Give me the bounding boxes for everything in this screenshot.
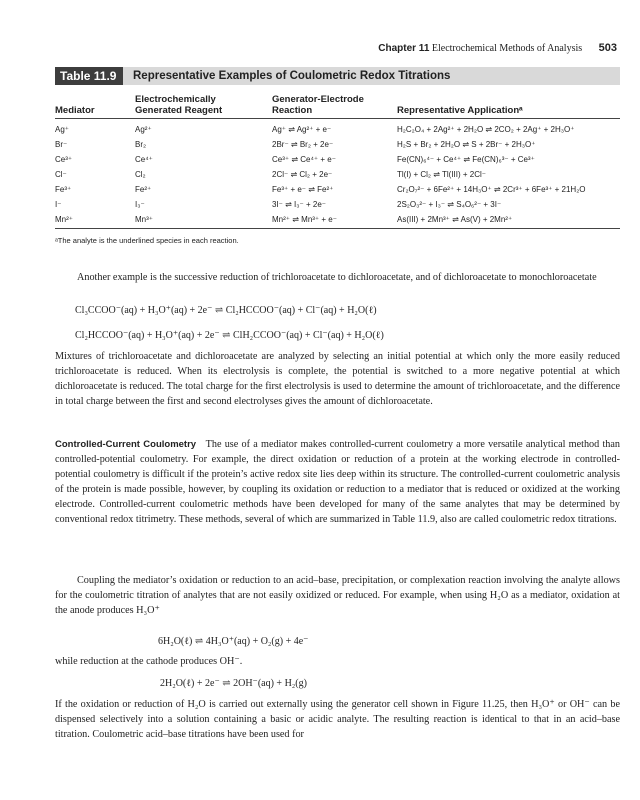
cell-reaction: Ce³⁺ ⇌ Ce⁴⁺ + e⁻ — [272, 155, 336, 164]
table-footnote: ᵃThe analyte is the underlined species in each reaction. — [55, 236, 239, 245]
cell-reaction: Fe³⁺ + e⁻ ⇌ Fe²⁺ — [272, 185, 334, 194]
page-number: 503 — [598, 42, 617, 54]
cell-reagent: Fe²⁺ — [135, 185, 152, 194]
paragraph-cathode: while reduction at the cathode produces OH⁻. — [55, 656, 243, 667]
chapter-title: Electrochemical Methods of Analysis — [431, 43, 583, 54]
table-header-rule — [55, 118, 620, 119]
equation-cathode-water-reduction: 2H₂O(ℓ) + 2e⁻ ⇌ 2OH⁻(aq) + H₂(g) — [160, 678, 307, 689]
cell-mediator: Mn²⁺ — [55, 215, 73, 224]
cell-reagent: Ag²⁺ — [135, 125, 152, 134]
cell-reaction: 2Cl⁻ ⇌ Cl₂ + 2e⁻ — [272, 170, 333, 179]
cell-mediator: Cl⁻ — [55, 170, 67, 179]
cell-reagent: Ce⁴⁺ — [135, 155, 153, 164]
cell-mediator: I⁻ — [55, 200, 62, 209]
paragraph-coupling: Coupling the mediator’s oxidation or reduction to an acid–base, precipitation, or complexation reaction involving the analyte allows for the coulometric titration of analytes that are not easily oxidized or reduced. For example, when using H₂O as a mediator, oxidation at the anode produces H₃O⁺ — [55, 575, 620, 616]
cell-mediator: Br⁻ — [55, 140, 68, 149]
table-title: Representative Examples of Coulometric Redox Titrations — [133, 70, 451, 82]
equation-anode-water-oxidation: 6H₂O(ℓ) ⇌ 4H₃O⁺(aq) + O₂(g) + 4e⁻ — [158, 636, 309, 647]
paragraph-mixtures: Mixtures of trichloroacetate and dichloroacetate are analyzed by selecting an initial potential at which only the more easily reduced trichloroacetate is reduced. When its electrolysis is complete, the potential is switched to a more negative potential at which dichloroacetate is reduced. The total charge for the first electrolysis is used to determine the amount of trichloroacetate, and the difference in total charge between the first and second electrolyses gives the amount of dichloroacetate. — [55, 351, 620, 407]
paragraph-generator-cell: If the oxidation or reduction of H₂O is carried out externally using the generator cell shown in Figure 11.25, then H₃O⁺ or OH⁻ can be dispensed selectively into a solution containing a basic or acidic analyte. The resulting reaction is identical to that in an acid–base titration. Coulometric acid–base titrations have been used for — [55, 699, 620, 740]
running-head — [378, 42, 617, 54]
cell-application: Tl(I) + Cl₂ ⇌ Tl(III) + 2Cl⁻ — [397, 170, 486, 179]
cell-application: Fe(CN)₆⁴⁻ + Ce⁴⁺ ⇌ Fe(CN)₆³⁻ + Ce³⁺ — [397, 155, 535, 164]
cell-application: H₂C₂O₄ + 2Ag²⁺ + 2H₂O ⇌ 2CO₂ + 2Ag⁺ + 2H₃O⁺ — [397, 125, 575, 134]
header-generator-reaction-line2: Reaction — [272, 105, 313, 116]
paragraph-intro: Another example is the successive reduction of trichloroacetate to dichloroacetate, and of dichloroacetate to monochloroacetate — [77, 272, 597, 283]
equation-trichloroacetate-reduction: Cl₃CCOO⁻(aq) + H₃O⁺(aq) + 2e⁻ ⇌ Cl₂HCCOO⁻(aq) + Cl⁻(aq) + H₂O(ℓ) — [75, 305, 377, 316]
paragraph-controlled-current-text: The use of a mediator makes controlled-current coulometry a more versatile analytical method than controlled-potential coulometry. For example, the direct oxidation or reduction of a protein at the working electrode in controlled-potential coulometry is difficult if the protein’s active redox site lies deep within its structure. The controlled-current coulometric analysis of the protein is made possible, however, by coupling its oxidation or reduction to a mediator that is reduced or oxidized at the working electrode. Controlled-current coulometric methods have been developed for many of the same analytes that may be determined by conventional redox titrimetry. These methods, several of which are summarized in Table 11.9, also are called coulometric redox titrations. — [55, 439, 620, 525]
chapter-label: Chapter 11 — [378, 43, 430, 54]
cell-reaction: Mn²⁺ ⇌ Mn³⁺ + e⁻ — [272, 215, 337, 224]
table-bottom-rule — [55, 228, 620, 229]
cell-application: Cr₂O₇²⁻ + 6Fe²⁺ + 14H₃O⁺ ⇌ 2Cr³⁺ + 6Fe³⁺ + 21H₂O — [397, 185, 586, 194]
header-mediator: Mediator — [55, 105, 95, 116]
cell-mediator: Ag⁺ — [55, 125, 70, 134]
header-application: Representative Applicationᵃ — [397, 105, 523, 116]
section-heading: Controlled-Current Coulometry — [55, 439, 197, 450]
cell-reaction: 3I⁻ ⇌ I₃⁻ + 2e⁻ — [272, 200, 326, 209]
header-generated-reagent-line2: Generated Reagent — [135, 105, 223, 116]
cell-application: 2S₂O₃²⁻ + I₃⁻ ⇌ S₄O₆²⁻ + 3I⁻ — [397, 200, 502, 209]
cell-mediator: Ce³⁺ — [55, 155, 73, 164]
equation-dichloroacetate-reduction: Cl₂HCCOO⁻(aq) + H₃O⁺(aq) + 2e⁻ ⇌ ClH₂CCOO⁻(aq) + Cl⁻(aq) + H₂O(ℓ) — [75, 330, 384, 341]
table-label: Table 11.9 — [55, 67, 123, 85]
header-generator-reaction-line1: Generator-Electrode — [272, 94, 364, 105]
cell-reagent: I₃⁻ — [135, 200, 145, 209]
paragraph-controlled-current — [55, 437, 620, 527]
cell-reagent: Br₂ — [135, 140, 147, 149]
cell-mediator: Fe³⁺ — [55, 185, 72, 194]
cell-reaction: Ag⁺ ⇌ Ag²⁺ + e⁻ — [272, 125, 332, 134]
cell-reagent: Cl₂ — [135, 170, 146, 179]
cell-reaction: 2Br⁻ ⇌ Br₂ + 2e⁻ — [272, 140, 334, 149]
table-title-bar — [55, 67, 620, 85]
header-generated-reagent-line1: Electrochemically — [135, 94, 216, 105]
cell-application: As(III) + 2Mn³⁺ ⇌ As(V) + 2Mn²⁺ — [397, 215, 513, 224]
cell-application: H₂S + Br₂ + 2H₂O ⇌ S + 2Br⁻ + 2H₃O⁺ — [397, 140, 536, 149]
cell-reagent: Mn³⁺ — [135, 215, 153, 224]
